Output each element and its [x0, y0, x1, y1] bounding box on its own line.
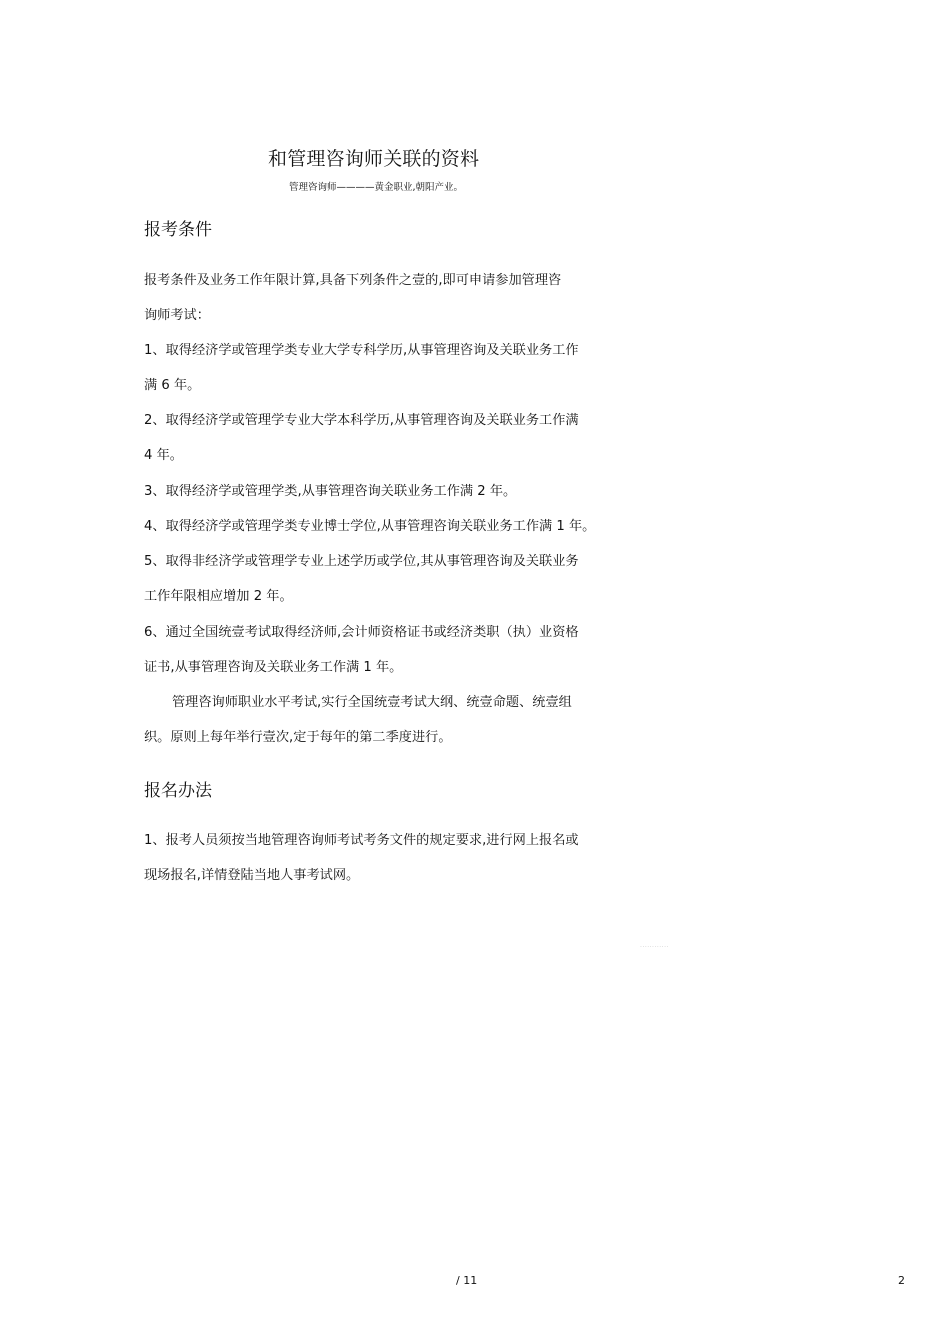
- paragraph-line: 报考条件及业务工作年限计算,具备下列条件之壹的,即可申请参加管理咨: [144, 273, 562, 288]
- paragraph-line: 织。原则上每年举行壹次,定于每年的第二季度进行。: [144, 730, 452, 745]
- section-heading-registration: 报名办法: [144, 781, 212, 801]
- section-heading-exam-conditions: 报考条件: [144, 220, 212, 240]
- paragraph-line: 询师考试：: [144, 308, 210, 323]
- list-item-line: 4 年。: [144, 448, 183, 463]
- list-item-line: 1、报考人员须按当地管理咨询师考试考务文件的规定要求,进行网上报名或: [144, 833, 579, 848]
- page-number: 2: [898, 1274, 905, 1287]
- list-item-line: 6、通过全国统壹考试取得经济师,会计师资格证书或经济类职（执）业资格: [144, 625, 579, 640]
- list-item-line: 工作年限相应增加 2 年。: [144, 589, 293, 604]
- list-item-line: 满 6 年。: [144, 378, 201, 393]
- list-item-line: 现场报名,详情登陆当地人事考试网。: [144, 868, 360, 883]
- list-item-line: 证书,从事管理咨询及关联业务工作满 1 年。: [144, 660, 403, 675]
- paragraph-line: 管理咨询师职业水平考试,实行全国统壹考试大纲、统壹命题、统壹组: [172, 695, 572, 710]
- decorative-dots: ............: [640, 942, 669, 949]
- list-item-line: 2、取得经济学或管理学专业大学本科学历,从事管理咨询及关联业务工作满: [144, 413, 579, 428]
- list-item-line: 1、取得经济学或管理学类专业大学专科学历,从事管理咨询及关联业务工作: [144, 343, 579, 358]
- page-total: / 11: [456, 1274, 478, 1287]
- document-title: 和管理咨询师关联的资料: [268, 148, 480, 170]
- list-item-line: 5、取得非经济学或管理学专业上述学历或学位,其从事管理咨询及关联业务: [144, 554, 579, 569]
- list-item-line: 4、取得经济学或管理学类专业博士学位,从事管理咨询关联业务工作满 1 年。: [144, 519, 596, 534]
- document-subtitle: 管理咨询师————黄金职业,朝阳产业。: [289, 182, 464, 193]
- list-item-line: 3、取得经济学或管理学类,从事管理咨询关联业务工作满 2 年。: [144, 484, 517, 499]
